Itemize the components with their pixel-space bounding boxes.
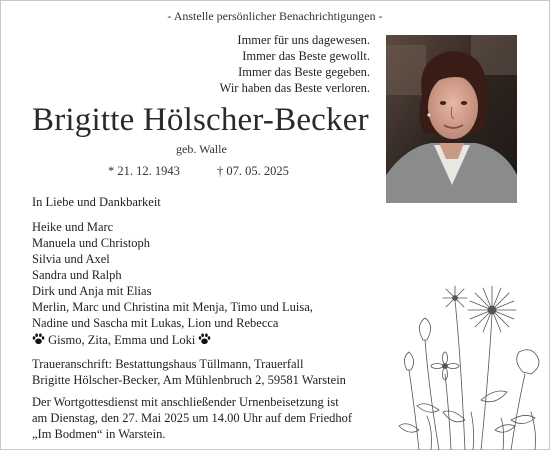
mourner-line-1: Heike und Marc [32,220,114,234]
dandelion-seedhead [468,286,516,332]
header-note: - Anstelle persönlicher Benachrichtigungen - [167,9,383,23]
address-line-1: Traueranschrift: Bestattungshaus Tüllmann, Trauerfall [32,357,304,371]
deceased-name: Brigitte Hölscher-Becker [32,102,369,138]
paw-print-icon [32,333,45,345]
birth-name: geb. Walle [176,142,227,156]
poem-line-1: Immer für uns dagewesen. [237,33,370,47]
paw-print-icon [198,333,211,345]
mourner-line-7: Nadine und Sascha mit Lukas, Lion und Rebecca [32,316,279,330]
service-line-1: Der Wortgottesdienst mit anschließender Urnenbeisetzung ist [32,395,339,409]
poem-line-3: Immer das Beste gegeben. [238,65,370,79]
poem-line-4: Wir haben das Beste verloren. [219,81,370,95]
service-line-3: „Im Bodmen“ in Warstein. [32,427,166,441]
portrait-illustration [386,35,517,203]
poem-line-2: Immer das Beste gewollt. [242,49,370,63]
mourner-line-4: Sandra und Ralph [32,268,122,282]
portrait-photo [386,35,517,203]
address-line-2: Brigitte Hölscher-Becker, Am Mühlenbruch 2, 59581 Warstein [32,373,346,387]
mourner-line-3: Silvia und Axel [32,252,110,266]
pets-line [32,333,211,347]
mourner-line-2: Manuela und Christoph [32,236,151,250]
birth-date: * 21. 12. 1943 [108,164,180,178]
pets-names: Gismo, Zita, Emma und Loki [48,333,196,347]
wildflower-line-drawing [395,280,550,450]
death-date: † 07. 05. 2025 [217,164,289,178]
mourner-line-6: Merlin, Marc und Christina mit Menja, Timo und Luisa, [32,300,313,314]
mourner-line-5: Dirk und Anja mit Elias [32,284,152,298]
intro-line: In Liebe und Dankbarkeit [32,195,161,209]
service-line-2: am Dienstag, den 27. Mai 2025 um 14.00 Uhr auf dem Friedhof [32,411,353,425]
